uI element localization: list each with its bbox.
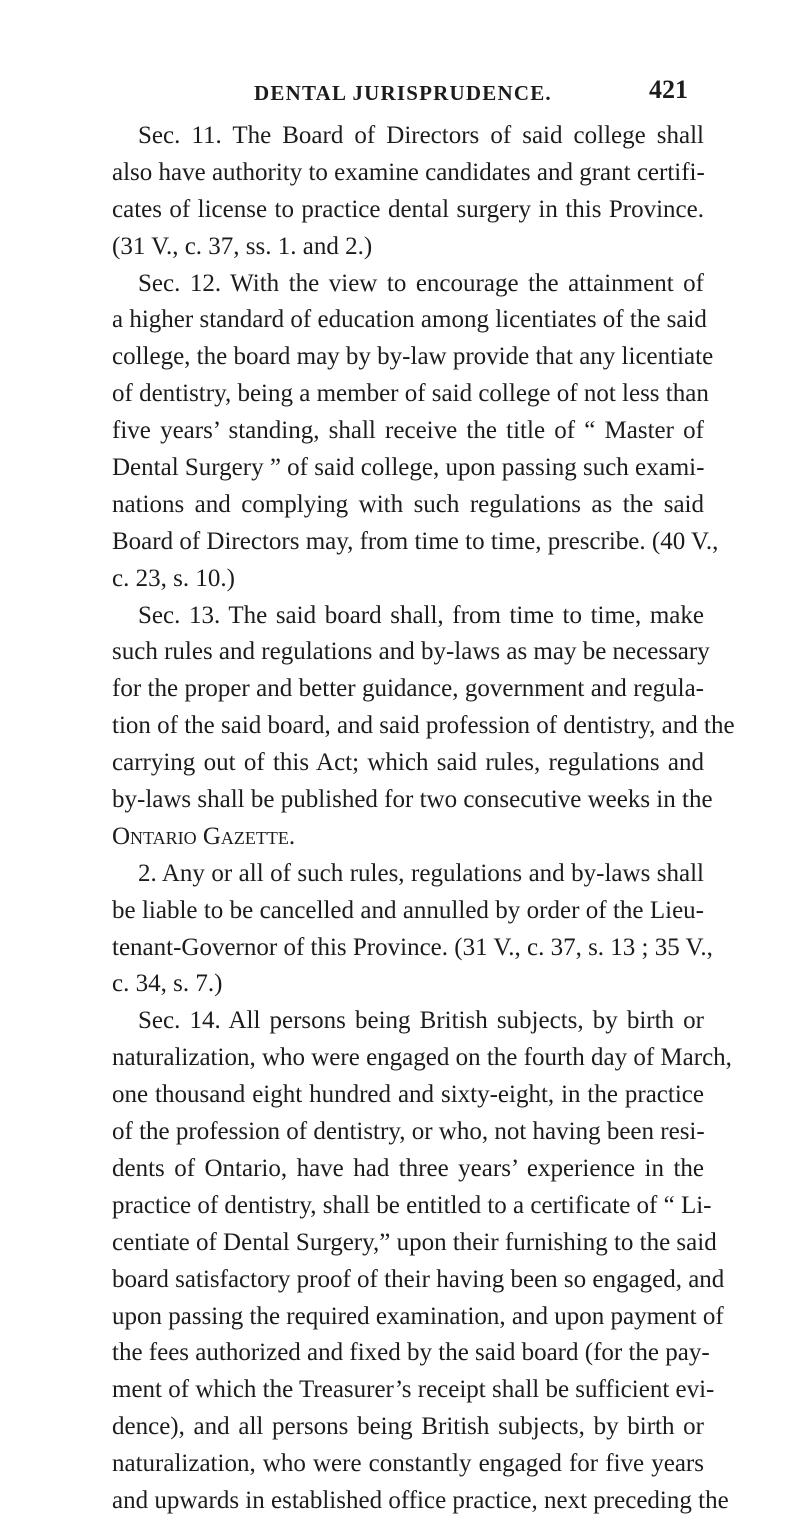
text-line: c. 34, s. 7.) [112, 970, 223, 998]
text-line: Ontario Gazette. [112, 822, 296, 850]
text-line: college, the board may by by-law provide that any licentiate [112, 343, 714, 371]
running-title: DENTAL JURISPRUDENCE. [254, 81, 552, 105]
text-line: Sec. 11. The Board of Directors of said college shall [138, 122, 704, 149]
text-line: cates of license to practice dental surgery in this Province. [112, 195, 704, 223]
text-line: also have authority to examine candidates and grant certifi- [112, 158, 705, 186]
text-line: (31 V., c. 37, ss. 1. and 2.) [112, 232, 373, 260]
text-line: ment of which the Treasurer’s receipt shall be sufficient evi- [112, 1376, 715, 1404]
text-line: and upwards in established office practice, next preceding the [112, 1486, 729, 1514]
text-line: of dentistry, being a member of said college of not less than [112, 380, 709, 408]
text-line: Sec. 12. With the view to encourage the attainment of [138, 269, 704, 297]
text-line: board satisfactory proof of their having been so engaged, and [112, 1265, 725, 1293]
text-line: carrying out of this Act; which said rules, regulations and [112, 749, 704, 777]
text-line: nations and complying with such regulations as the said [112, 490, 704, 518]
text-line: for the proper and better guidance, government and regula- [112, 675, 704, 703]
page-number: 421 [649, 75, 688, 104]
text-line: by-laws shall be published for two consecutive weeks in the [112, 786, 713, 814]
body-text [112, 118, 735, 1520]
text-line: Board of Directors may, from time to time, prescribe. (40 V., [112, 527, 719, 555]
text-line: the fees authorized and fixed by the said board (for the pay- [112, 1339, 710, 1367]
text-line: naturalization, who were engaged on the fourth day of March, [112, 1044, 732, 1072]
text-line: of the profession of dentistry, or who, not having been resi- [112, 1118, 705, 1146]
text-line: Dental Surgery ” of said college, upon passing such exami- [112, 454, 705, 482]
text-line: upon passing the required examination, and upon payment of [112, 1302, 724, 1330]
text-line: tion of the said board, and said profession of dentistry, and the [112, 712, 735, 740]
text-line: tenant-Governor of this Province. (31 V., c. 37, s. 13 ; 35 V., [112, 933, 713, 961]
page-header [112, 75, 700, 109]
text-line: dence), and all persons being British subjects, by birth or [112, 1413, 704, 1441]
text-line: c. 23, s. 10.) [112, 564, 235, 592]
text-line: dents of Ontario, have had three years’ experience in the [112, 1154, 704, 1182]
text-line: naturalization, who were constantly engaged for five years [112, 1450, 704, 1478]
text-line: be liable to be cancelled and annulled by order of the Lieu- [112, 896, 704, 924]
text-line: 2. Any or all of such rules, regulations and by-laws shall [138, 859, 704, 887]
text-line: one thousand eight hundred and sixty-eight, in the practice [112, 1081, 704, 1109]
text-line: such rules and regulations and by-laws as may be necessary [112, 638, 710, 666]
text-line: Sec. 14. All persons being British subjects, by birth or [138, 1007, 704, 1035]
text-line: five years’ standing, shall receive the title of “ Master of [112, 417, 704, 445]
text-line: centiate of Dental Surgery,” upon their furnishing to the said [112, 1228, 717, 1256]
text-line: a higher standard of education among licentiates of the said [112, 306, 707, 334]
text-line: practice of dentistry, shall be entitled to a certificate of “ Li- [112, 1191, 712, 1219]
text-line: Sec. 13. The said board shall, from time to time, make [138, 601, 704, 629]
